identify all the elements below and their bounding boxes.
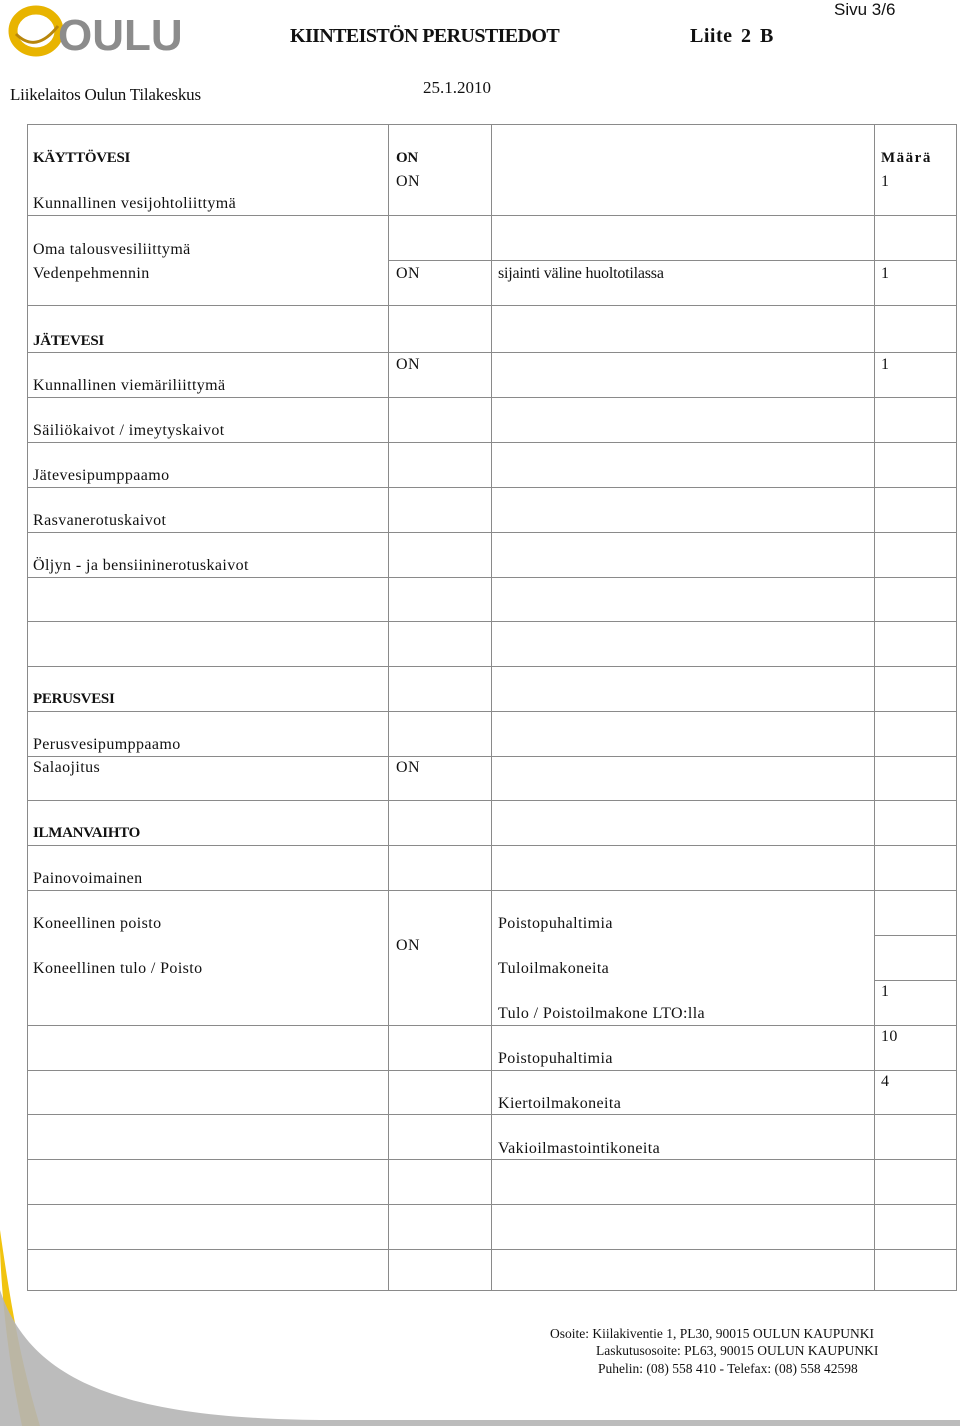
- table-col-divider-1: [388, 124, 389, 1291]
- on-value: ON: [396, 265, 420, 282]
- device-label: Poistopuhaltimia: [498, 915, 613, 932]
- table-line: [27, 487, 957, 488]
- on-value: ON: [396, 759, 420, 776]
- table-line: [27, 711, 957, 712]
- table-line: [27, 845, 957, 846]
- quantity-value: 1: [881, 356, 890, 373]
- row-label: Rasvanerotuskaivot: [33, 512, 167, 529]
- row-note: sijainti väline huoltotilassa: [498, 265, 664, 282]
- row-label: Säiliökaivot / imeytyskaivot: [33, 422, 225, 439]
- row-label: Kunnallinen vesijohtoliittymä: [33, 195, 237, 212]
- table-line: [27, 666, 957, 667]
- quantity-value: 10: [881, 1028, 898, 1045]
- device-label: Vakioilmastointikoneita: [498, 1140, 661, 1157]
- table-line: [27, 1204, 957, 1205]
- row-label: Painovoimainen: [33, 870, 143, 887]
- row-label: Jätevesipumppaamo: [33, 467, 170, 484]
- device-label: Tuloilmakoneita: [498, 960, 610, 977]
- on-column-header: ON: [396, 150, 418, 166]
- table-line: [27, 1159, 957, 1160]
- table-line: [27, 577, 957, 578]
- quantity-value: 1: [881, 983, 890, 1000]
- table-col-divider-3: [874, 124, 875, 1291]
- table-line: [27, 215, 957, 216]
- oulu-logo: [6, 4, 183, 60]
- on-value: ON: [396, 356, 420, 373]
- oulu-logo-mark: [6, 4, 183, 60]
- device-label: Kiertoilmakoneita: [498, 1095, 622, 1112]
- row-label: Koneellinen poisto: [33, 915, 162, 932]
- on-value: ON: [396, 937, 420, 954]
- table-line: [27, 124, 957, 125]
- table-line: [27, 756, 957, 757]
- document-date: 25.1.2010: [423, 78, 491, 97]
- table-line: [27, 442, 957, 443]
- footer-phone: Puhelin: (08) 558 410 - Telefax: (08) 558 42598: [598, 1361, 858, 1376]
- table-line: [388, 260, 957, 261]
- section-heading-jatevesi: JÄTEVESI: [33, 333, 104, 349]
- row-label: Perusvesipumppaamo: [33, 736, 181, 753]
- table-line: [27, 890, 957, 891]
- organization-name: Liikelaitos Oulun Tilakeskus: [10, 85, 201, 104]
- table-col-divider-2: [491, 124, 492, 1291]
- quantity-column-header: Määrä: [881, 150, 932, 166]
- section-heading-kayttovesi: KÄYTTÖVESI: [33, 150, 131, 166]
- row-label: Koneellinen tulo / Poisto: [33, 960, 203, 977]
- row-label: Salaojitus: [33, 759, 101, 776]
- footer-billing-address: Laskutusosoite: PL63, 90015 OULUN KAUPUNKI: [596, 1343, 879, 1358]
- table-line: [27, 352, 957, 353]
- row-label: Kunnallinen viemäriliittymä: [33, 377, 226, 394]
- device-label: Poistopuhaltimia: [498, 1050, 613, 1067]
- table-border-left: [27, 124, 28, 1291]
- section-heading-perusvesi: PERUSVESI: [33, 691, 115, 707]
- footer-address: Osoite: Kiilakiventie 1, PL30, 90015 OULUN KAUPUNKI: [550, 1326, 874, 1341]
- table-line: [27, 532, 957, 533]
- quantity-value: 1: [881, 265, 890, 282]
- table-line: [27, 397, 957, 398]
- row-label: Oma talousvesiliittymä: [33, 241, 191, 258]
- table-line: [874, 980, 957, 981]
- quantity-value: 4: [881, 1073, 890, 1090]
- table-line: [27, 1070, 957, 1071]
- row-label: Vedenpehmennin: [33, 265, 150, 282]
- section-heading-ilmanvaihto: ILMANVAIHTO: [33, 825, 141, 841]
- row-label: Öljyn - ja bensiininerotuskaivot: [33, 557, 249, 574]
- table-line: [27, 1114, 957, 1115]
- table-border-right: [956, 124, 957, 1291]
- page-title: KIINTEISTÖN PERUSTIEDOT: [290, 25, 560, 47]
- table-line: [27, 800, 957, 801]
- table-line: [27, 1025, 957, 1026]
- table-line: [27, 621, 957, 622]
- table-line: [874, 935, 957, 936]
- quantity-value: 1: [881, 173, 890, 190]
- page-number: Sivu 3/6: [834, 0, 896, 19]
- device-label: Tulo / Poistoilmakone LTO:lla: [498, 1005, 706, 1022]
- table-line: [27, 305, 957, 306]
- attachment-label: Liite 2 B: [690, 25, 774, 47]
- on-value: ON: [396, 173, 420, 190]
- logo-text: OULU: [58, 11, 183, 60]
